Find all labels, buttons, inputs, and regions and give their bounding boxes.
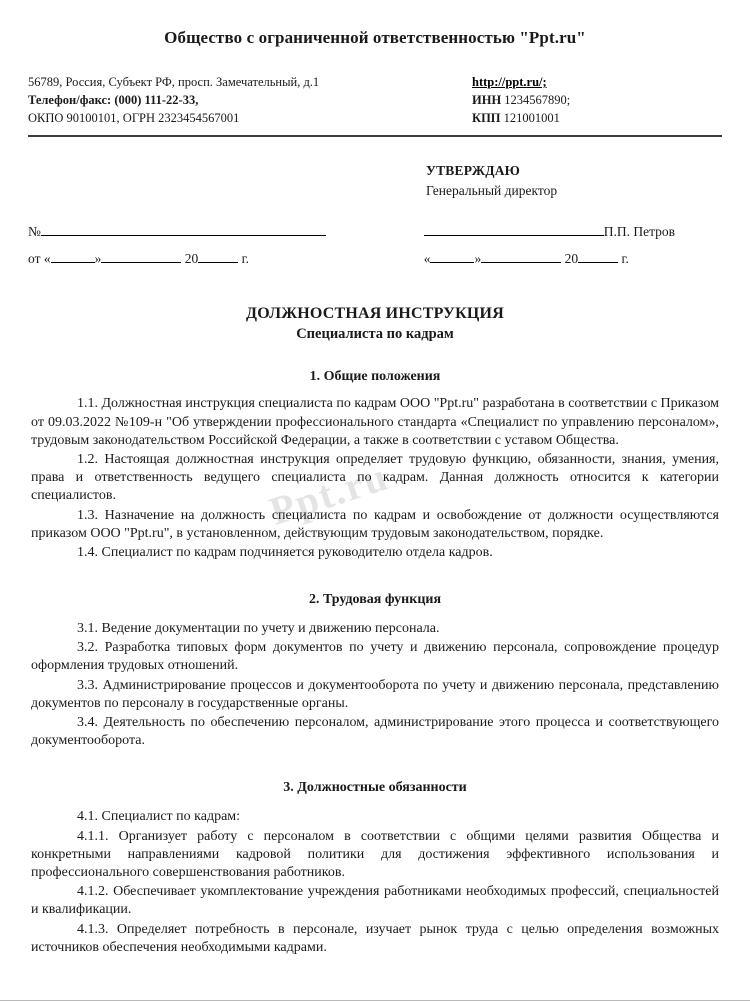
signature-year-suffix: г. [621, 250, 629, 266]
signature-year-prefix: 20 [564, 250, 579, 266]
document-title: ДОЛЖНОСТНАЯ ИНСТРУКЦИЯ [246, 305, 504, 323]
registration-date-prefix: от [28, 250, 41, 266]
registration-year-field[interactable] [198, 249, 238, 263]
registration-number-row [28, 222, 424, 243]
paragraph-3-1: 3.1. Ведение документации по учету и движению персонала. [77, 621, 440, 637]
company-website-link[interactable]: http://ppt.ru/; [472, 75, 547, 89]
signature-column [424, 222, 722, 265]
company-inn [472, 92, 722, 110]
signature-quote-open: « [423, 250, 431, 266]
registration-quote-close: » [94, 250, 102, 266]
kpp-value: 121001001 [503, 110, 560, 125]
signature-field[interactable] [424, 222, 604, 236]
company-address: 56789, Россия, Субъект РФ, просп. Замечательный, д.1 [28, 75, 320, 89]
paragraph-1-2: 1.2. Настоящая должностная инструкция определяет трудовую функцию, обязанности, знания, умения, права и ответственность ведущего специалиста по кадрам. Данная должность относится к категории специалистов. [31, 451, 719, 504]
kpp-label: КПП [472, 110, 501, 125]
paragraph-4-1-1: 4.1.1. Организует работу с персоналом в соответствии с общими целями развития Общества и конкретными направлениями кадровой политики для достижения эффективного использования и профессионального совершенствования работников. [31, 828, 719, 880]
signature-quote-close: » [474, 250, 482, 266]
paragraph-4-1: 4.1. Специалист по кадрам: [77, 809, 241, 825]
inn-value: 1234567890; [504, 92, 571, 107]
registration-month-field[interactable] [101, 249, 181, 263]
registration-year-suffix: г. [241, 250, 249, 266]
section-body-1 [28, 395, 722, 562]
approval-position: Генеральный директор [426, 182, 558, 198]
letterhead-left-column [28, 74, 458, 127]
paragraph-1-4: 1.4. Специалист по кадрам подчиняется руководителю отдела кадров. [77, 544, 493, 560]
letterhead [28, 74, 722, 127]
paragraph-3-4: 3.4. Деятельность по обеспечению персоналом, администрирование этого процесса и соответствующего документооборота. [31, 715, 719, 749]
signature-day-field[interactable] [430, 249, 474, 263]
paragraph-4-1-2: 4.1.2. Обеспечивает укомплектование учреждения работниками необходимых профессий, специальностей и квалификации. [31, 884, 719, 918]
section-body-2 [28, 620, 722, 750]
registration-date-row [28, 243, 424, 266]
organization-title: Общество с ограниченной ответственностью "Ppt.ru" [164, 28, 586, 47]
section-body-3 [28, 808, 722, 957]
paragraph-3-3: 3.3. Администрирование процессов и документооборота по учету и движению персонала, представлению документов по персоналу в государственные органы. [31, 677, 719, 711]
company-kpp [472, 110, 722, 128]
letterhead-divider [28, 135, 722, 137]
watermark-ppt-ru: Ppt.ru [264, 453, 394, 534]
signature-year-field[interactable] [578, 249, 618, 263]
document-subtitle: Специалиста по кадрам [296, 326, 454, 343]
signature-name-row [424, 222, 722, 243]
registration-column [28, 222, 424, 265]
approval-block [28, 161, 722, 200]
company-phone-fax: Телефон/факс: (000) 111-22-33, [28, 92, 199, 107]
registration-signature-block [28, 222, 722, 265]
document-content [28, 0, 722, 957]
inn-label: ИНН [472, 92, 502, 107]
approval-word: УТВЕРЖДАЮ [426, 163, 521, 179]
section-heading-2: 2. Трудовая функция [308, 592, 442, 608]
section-heading-3: 3. Должностные обязанности [283, 780, 467, 796]
registration-day-field[interactable] [51, 249, 95, 263]
registration-number-field[interactable] [41, 222, 326, 236]
registration-year-prefix: 20 [184, 250, 199, 266]
paragraph-4-1-3: 4.1.3. Определяет потребность в персонале, изучает рынок труда с целью определения возможных источников обеспечения необходимыми кадрами. [31, 921, 719, 955]
registration-quote-open: « [43, 250, 51, 266]
company-okpo-ogrn: ОКПО 90100101, ОГРН 2323454567001 [28, 110, 240, 125]
registration-number-label: № [28, 224, 41, 240]
signature-date-row [424, 243, 722, 266]
signer-name: П.П. Петров [603, 224, 676, 240]
signature-month-field[interactable] [481, 249, 561, 263]
letterhead-right-column [472, 74, 722, 127]
paragraph-3-2: 3.2. Разработка типовых форм документов по учету и движению персонала, сопровождение процедур оформления трудовых отношений. [31, 640, 719, 674]
section-heading-1: 1. Общие положения [309, 369, 441, 385]
paragraph-1-1: 1.1. Должностная инструкция специалиста по кадрам ООО "Ppt.ru" разработана в соответствии с Приказом от 09.03.2022 №109-н "Об утверждении профессионального стандарта «Специалист по управлению персоналом», трудовым законодательством Российской Федерации, а также в соответствии с уставом Общества. [31, 396, 719, 448]
paragraph-1-3: 1.3. Назначение на должность специалиста по кадрам и освобождение от должности осуществляются приказом ООО "Ppt.ru", в установленном, действующим трудовым законодательством, порядке. [31, 507, 719, 541]
